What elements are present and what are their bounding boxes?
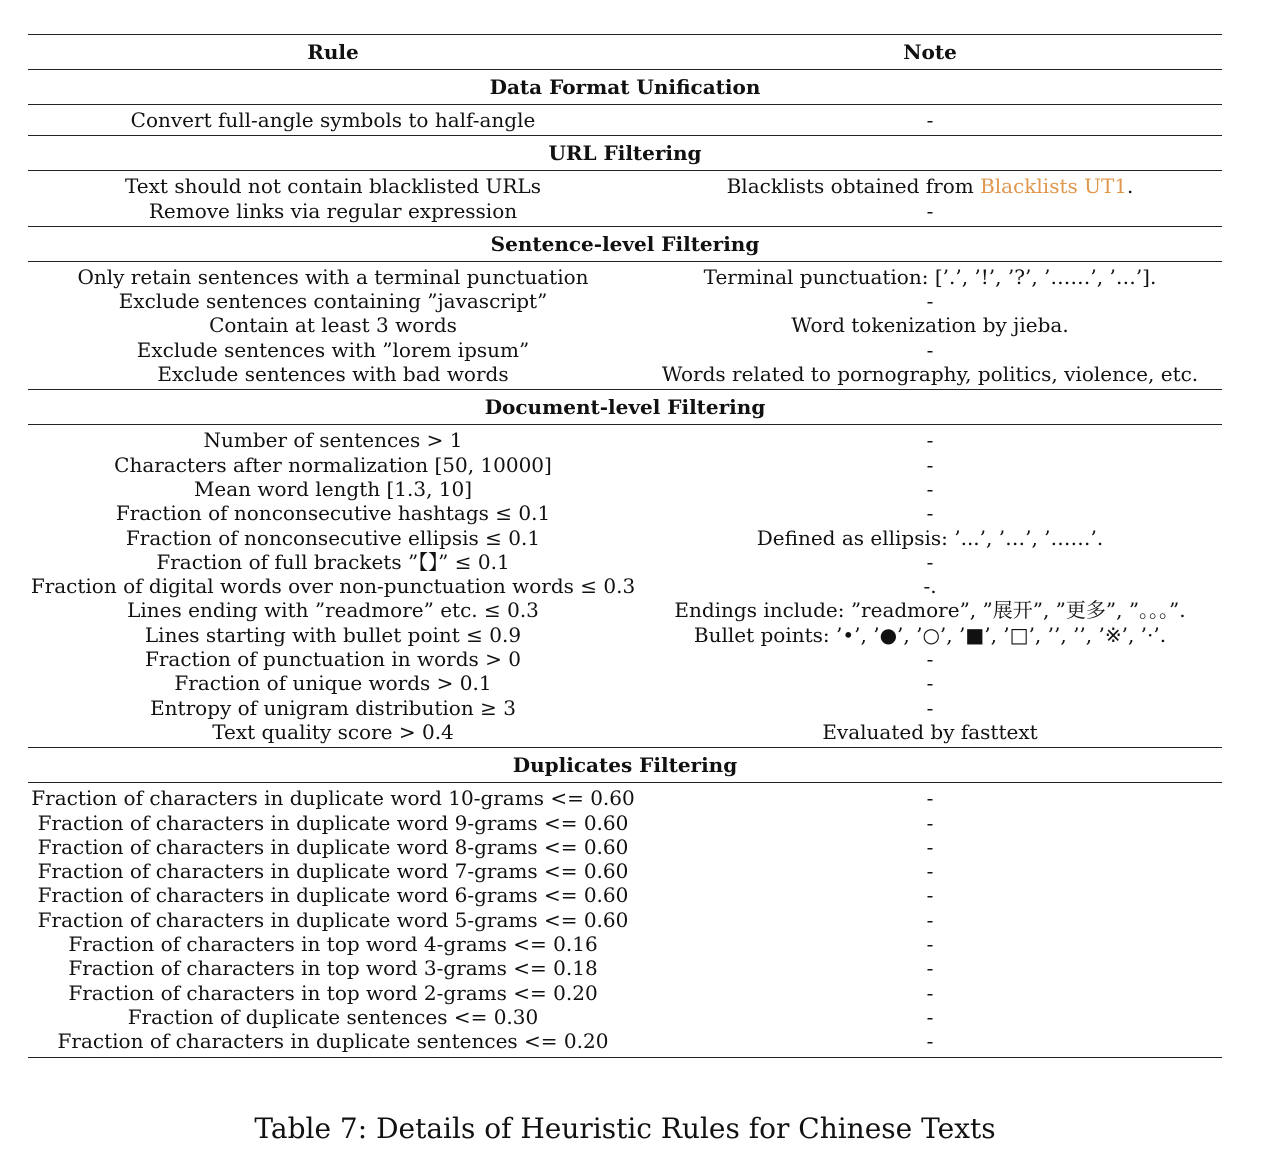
- note-cell: -: [926, 476, 934, 501]
- table-row: [28, 574, 1222, 598]
- note-cell: -.: [923, 574, 937, 599]
- rule-cell: Lines ending with ”readmore” etc. ≤ 0.3: [127, 598, 539, 623]
- section-title: Duplicates Filtering: [28, 748, 1222, 783]
- section-header-url: [28, 136, 1222, 171]
- note-cell: Defined as ellipsis: ’...’, ’…’, ’……’.: [756, 525, 1104, 550]
- table-row: [28, 171, 1222, 199]
- table-row: [28, 883, 1222, 907]
- note-cell: -: [926, 786, 934, 811]
- table-row: [28, 598, 1222, 622]
- note-cell: -: [926, 671, 934, 696]
- table-row: [28, 526, 1222, 550]
- note-cell: -: [926, 859, 934, 884]
- rule-cell: Fraction of nonconsecutive ellipsis ≤ 0.1: [125, 525, 541, 550]
- rule-cell: Fraction of duplicate sentences <= 0.30: [127, 1004, 539, 1029]
- rule-cell: Characters after normalization [50, 10000]: [114, 452, 552, 477]
- note-cell: Terminal punctuation: [’.’, ’!’, ’?’, ’……’, ’…’].: [703, 264, 1157, 289]
- table-row: [28, 981, 1222, 1005]
- table-row: [28, 811, 1222, 835]
- rule-cell: Text quality score > 0.4: [212, 719, 454, 744]
- note-cell: -: [926, 198, 934, 223]
- header-note: Note: [638, 35, 1222, 70]
- rule-cell: Lines starting with bullet point ≤ 0.9: [144, 622, 522, 647]
- table-row: [28, 647, 1222, 671]
- rule-cell: Fraction of characters in top word 3-grams <= 0.18: [68, 956, 598, 981]
- note-cell: -: [926, 980, 934, 1005]
- rule-cell: Fraction of characters in duplicate word 9-grams <= 0.60: [37, 810, 629, 835]
- note-prefix: Blacklists obtained from: [726, 174, 981, 199]
- rule-cell: Only retain sentences with a terminal punctuation: [77, 264, 589, 289]
- rule-cell: Fraction of full brackets ”【】” ≤ 0.1: [156, 549, 510, 574]
- note-cell: -: [926, 337, 934, 362]
- note-cell: -: [926, 810, 934, 835]
- table-row: [28, 1029, 1222, 1057]
- rule-cell: Fraction of characters in duplicate word 8-grams <= 0.60: [37, 834, 629, 859]
- table-row: [28, 671, 1222, 695]
- note-cell: -: [926, 289, 934, 314]
- note-cell: -: [926, 647, 934, 672]
- rule-cell: Fraction of characters in top word 2-grams <= 0.20: [68, 980, 598, 1005]
- header-rule: Rule: [28, 35, 638, 70]
- table-row: [28, 477, 1222, 501]
- section-header-document: [28, 390, 1222, 425]
- note-cell: -: [926, 907, 934, 932]
- rule-cell: Exclude sentences with ”lorem ipsum”: [136, 337, 530, 362]
- rule-cell: Fraction of digital words over non-punctuation words ≤ 0.3: [30, 574, 636, 599]
- table-row: [28, 362, 1222, 390]
- table-row: [28, 313, 1222, 337]
- section-title: URL Filtering: [28, 136, 1222, 171]
- note-cell: -: [926, 695, 934, 720]
- note-cell: -: [926, 834, 934, 859]
- rule-cell: Text should not contain blacklisted URLs: [125, 174, 541, 199]
- note-cell: -: [926, 108, 934, 132]
- rule-cell: Fraction of characters in duplicate word 10-grams <= 0.60: [31, 786, 635, 811]
- note-suffix: .: [1127, 174, 1134, 199]
- note-cell: Bullet points: ’•’, ’●’, ’○’, ’■’, ’□’, ’’, ’’, ’※’, ’·’.: [693, 622, 1167, 647]
- table-row: [28, 453, 1222, 477]
- rule-cell: Exclude sentences containing ”javascript”: [118, 289, 548, 314]
- table-header-row: [28, 35, 1222, 70]
- table-row: [28, 932, 1222, 956]
- section-title: Data Format Unification: [28, 70, 1222, 105]
- rule-cell: Fraction of characters in duplicate word 6-grams <= 0.60: [37, 883, 629, 908]
- note-cell: -: [926, 932, 934, 957]
- rule-cell: Number of sentences > 1: [203, 428, 463, 453]
- note-cell: Evaluated by fasttext: [822, 719, 1038, 744]
- section-title: Document-level Filtering: [28, 390, 1222, 425]
- table-row: [28, 783, 1222, 811]
- rule-cell: Mean word length [1.3, 10]: [193, 476, 473, 501]
- table-row: [28, 501, 1222, 525]
- note-cell: Endings include: ”readmore”, ”展开”, ”更多”, ”。。。”.: [674, 598, 1186, 623]
- note-cell: -: [926, 428, 934, 453]
- blacklists-ut1-link[interactable]: Blacklists UT1: [980, 174, 1128, 199]
- table-row: [28, 696, 1222, 720]
- note-cell: Words related to pornography, politics, violence, etc.: [661, 362, 1199, 387]
- note-cell: -: [926, 452, 934, 477]
- table-row: [28, 199, 1222, 227]
- note-cell: -: [926, 956, 934, 981]
- table-row: [28, 105, 1222, 136]
- rule-cell: Fraction of unique words > 0.1: [174, 671, 492, 696]
- table-row: [28, 835, 1222, 859]
- section-header-duplicates: [28, 748, 1222, 783]
- section-title: Sentence-level Filtering: [28, 226, 1222, 261]
- table-row: [28, 550, 1222, 574]
- rule-cell: Fraction of punctuation in words > 0: [144, 647, 521, 672]
- note-cell: -: [926, 1004, 934, 1029]
- note-cell: -: [926, 883, 934, 908]
- note-cell: [638, 171, 1222, 199]
- rule-cell: Convert full-angle symbols to half-angle: [130, 108, 536, 132]
- table-row: [28, 908, 1222, 932]
- table-row: [28, 859, 1222, 883]
- table-row: [28, 289, 1222, 313]
- rule-cell: Exclude sentences with bad words: [157, 362, 509, 387]
- table-row: [28, 425, 1222, 453]
- rule-cell: Fraction of characters in top word 4-grams <= 0.16: [68, 932, 598, 957]
- rule-cell: Fraction of nonconsecutive hashtags ≤ 0.1: [115, 501, 551, 526]
- section-header-data-format: [28, 70, 1222, 105]
- heuristic-rules-table-container: [28, 34, 1222, 1058]
- table-row: [28, 623, 1222, 647]
- table-row: [28, 261, 1222, 289]
- table-row: [28, 1005, 1222, 1029]
- table-row: [28, 338, 1222, 362]
- note-cell: -: [926, 501, 934, 526]
- table-row: [28, 956, 1222, 980]
- rule-cell: Entropy of unigram distribution ≥ 3: [150, 695, 516, 720]
- note-cell: -: [638, 1029, 1222, 1057]
- rule-cell: Remove links via regular expression: [148, 198, 518, 223]
- table-row: [28, 720, 1222, 748]
- heuristic-rules-table: [28, 34, 1222, 1058]
- rule-cell: Fraction of characters in duplicate word 5-grams <= 0.60: [37, 907, 629, 932]
- section-header-sentence: [28, 226, 1222, 261]
- rule-cell: Contain at least 3 words: [209, 313, 457, 338]
- table-caption: Table 7: Details of Heuristic Rules for Chinese Texts: [254, 1112, 996, 1145]
- rule-cell: Fraction of characters in duplicate word 7-grams <= 0.60: [37, 859, 629, 884]
- note-cell: Word tokenization by jieba.: [791, 313, 1069, 338]
- note-cell: -: [926, 549, 934, 574]
- rule-cell: Fraction of characters in duplicate sentences <= 0.20: [28, 1029, 638, 1057]
